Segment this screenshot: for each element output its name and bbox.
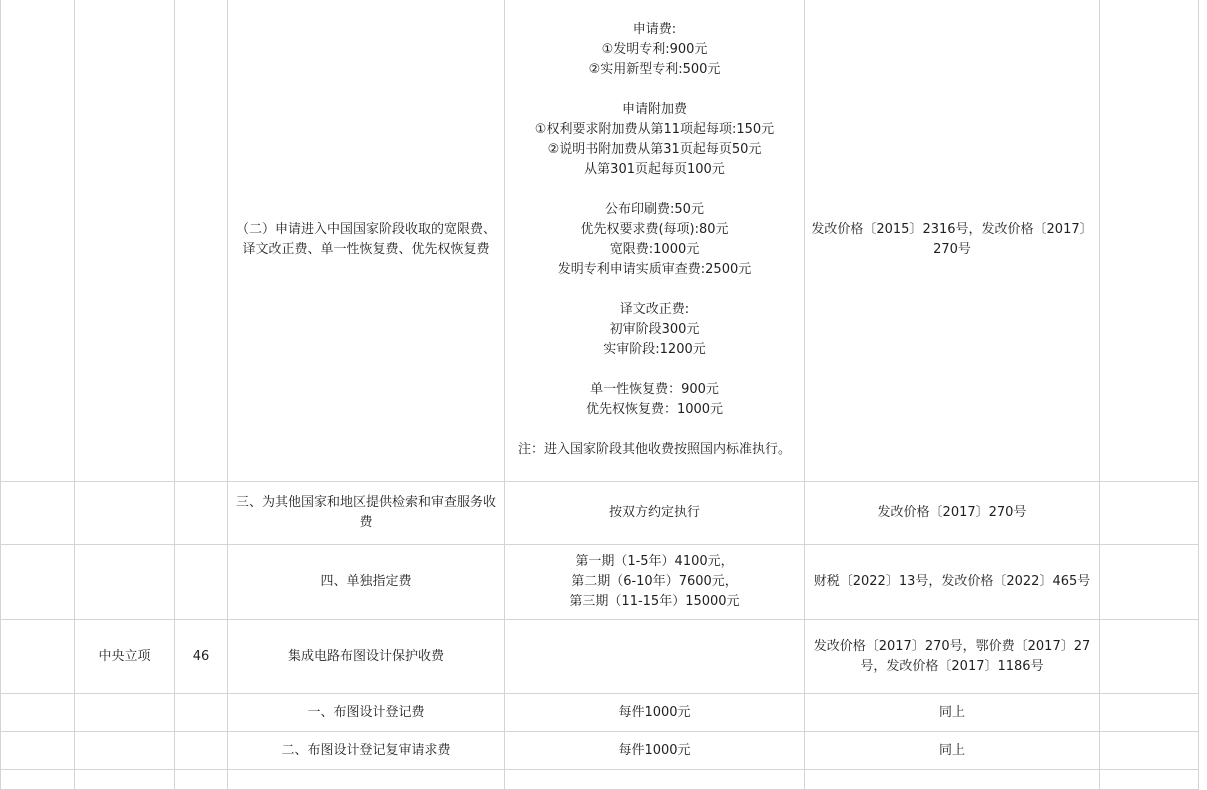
fee-line: 公布印刷费:50元 [605, 201, 704, 217]
fee-line: 译文改正费: [619, 301, 690, 317]
basis-cell: 同上 [805, 732, 1100, 770]
table-row [1, 0, 1199, 482]
item-cell: （二）申请进入中国国家阶段收取的宽限费、译文改正费、单一性恢复费、优先权恢复费 [228, 0, 505, 482]
standard-cell: 每件1000元 [505, 732, 805, 770]
remark-cell [1100, 620, 1199, 694]
remark-cell [1100, 482, 1199, 545]
table-row [1, 694, 1199, 732]
standard-cell [505, 0, 805, 482]
number-cell [175, 482, 228, 545]
fee-line: 初审阶段300元 [609, 321, 700, 337]
fee-line: ②实用新型专利:500元 [588, 61, 721, 77]
category-cell [75, 0, 175, 482]
table-row [1, 482, 1199, 545]
blank-cell [1, 482, 75, 545]
number-cell [175, 732, 228, 770]
fee-line: ①发明专利:900元 [601, 41, 708, 57]
remark-cell [1100, 0, 1199, 482]
fee-line: 第一期（1-5年）4100元， [575, 554, 734, 569]
basis-cell: 财税〔2022〕13号，发改价格〔2022〕465号 [805, 545, 1100, 620]
item-cell: 集成电路布图设计保护收费 [228, 620, 505, 694]
standard-cell: 按双方约定执行 [505, 482, 805, 545]
table-row [1, 545, 1199, 620]
remark-cell [1100, 694, 1199, 732]
category-cell: 中央立项 [75, 620, 175, 694]
fee-line: 申请费: [632, 21, 677, 37]
fee-line: 宽限费:1000元 [609, 241, 700, 257]
category-cell [75, 732, 175, 770]
basis-cell: 发改价格〔2015〕2316号，发改价格〔2017〕270号 [805, 0, 1100, 482]
item-cell: 四、单独指定费 [228, 545, 505, 620]
basis-cell: 发改价格〔2017〕270号，鄂价费〔2017〕27号，发改价格〔2017〕1186号 [805, 620, 1100, 694]
fee-line: ②说明书附加费从第31页起每页50元 [547, 141, 762, 157]
fee-line: 第二期（6-10年）7600元， [571, 574, 738, 589]
item-cell: 二、布图设计登记复审请求费 [228, 732, 505, 770]
standard-cell [505, 620, 805, 694]
number-cell [175, 694, 228, 732]
number-cell [175, 0, 228, 482]
item-cell: 三、为其他国家和地区提供检索和审查服务收费 [228, 482, 505, 545]
standard-cell [505, 545, 805, 620]
fee-note: 注：进入国家阶段其他收费按照国内标准执行。 [517, 441, 791, 457]
fee-line: 优先权要求费(每项):80元 [580, 221, 729, 237]
blank-cell [1, 694, 75, 732]
fee-line: 申请附加费 [621, 101, 687, 117]
fee-line: 实审阶段:1200元 [603, 341, 706, 357]
remark-cell [1100, 545, 1199, 620]
category-cell [75, 545, 175, 620]
number-cell [175, 545, 228, 620]
standard-cell: 每件1000元 [505, 694, 805, 732]
fee-line: 从第301页起每页100元 [584, 161, 725, 177]
number-cell: 46 [175, 620, 228, 694]
blank-cell [1, 0, 75, 482]
category-cell [75, 694, 175, 732]
table-row [1, 620, 1199, 694]
blank-cell [1, 620, 75, 694]
remark-cell [1100, 732, 1199, 770]
fee-line: 优先权恢复费：1000元 [585, 401, 724, 417]
basis-cell: 发改价格〔2017〕270号 [805, 482, 1100, 545]
table-row [1, 732, 1199, 770]
fee-line: 发明专利申请实质审查费:2500元 [557, 261, 752, 277]
item-cell: 一、布图设计登记费 [228, 694, 505, 732]
blank-cell [1, 545, 75, 620]
category-cell [75, 482, 175, 545]
fee-line: ①权利要求附加费从第11项起每项:150元 [534, 121, 775, 137]
fee-line: 单一性恢复费：900元 [590, 381, 719, 397]
fee-line: 第三期（11-15年）15000元 [569, 594, 740, 609]
basis-cell: 同上 [805, 694, 1100, 732]
blank-cell [1, 732, 75, 770]
